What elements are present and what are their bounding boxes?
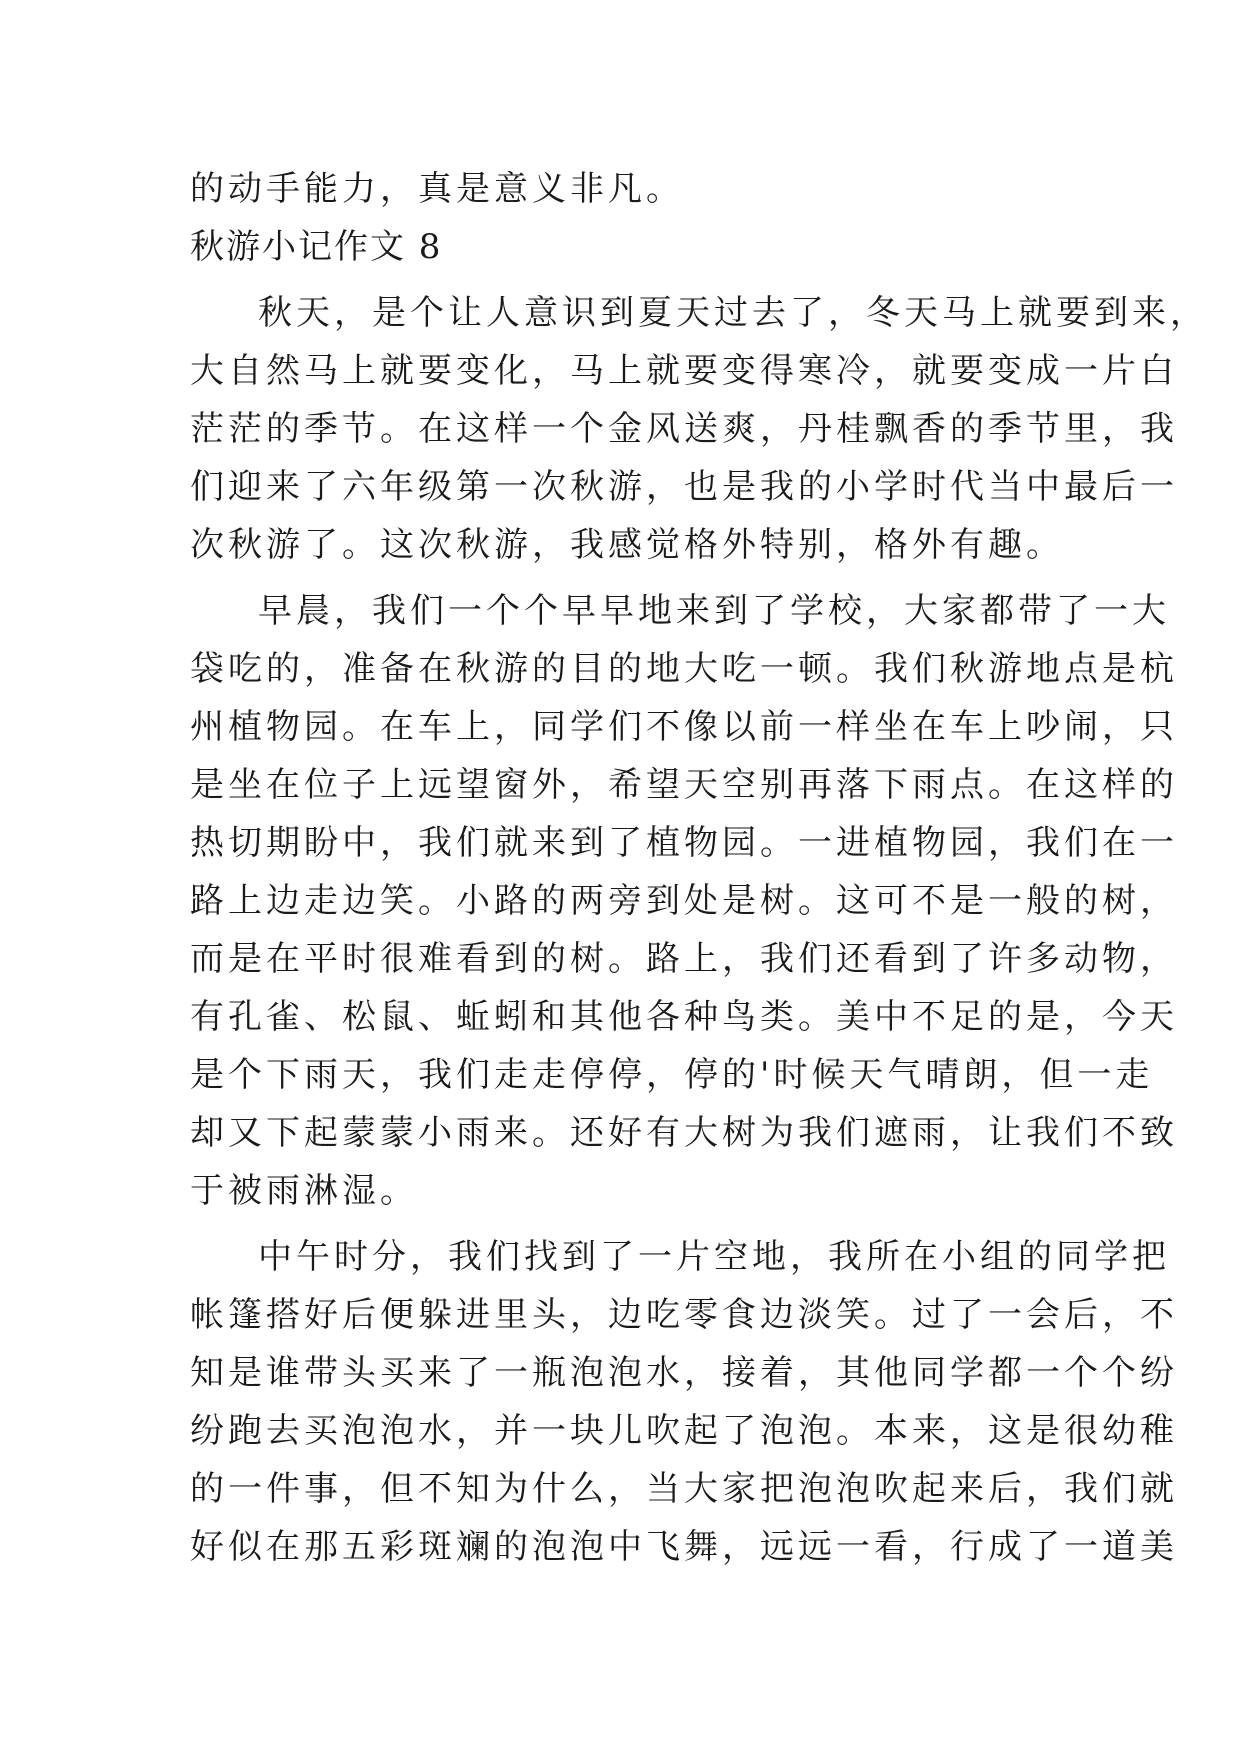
text-line: 却又下起蒙蒙小雨来。还好有大树为我们遮雨，让我们不致 [190,1113,1178,1153]
text-line: 知是谁带头买来了一瓶泡泡水，接着，其他同学都一个个纷 [190,1353,1178,1393]
document-page [190,160,1208,1576]
text-line: 大自然马上就要变化，马上就要变得寒冷，就要变成一片白 [190,351,1178,391]
text-line: 的一件事，但不知为什么，当大家把泡泡吹起来后，我们就 [190,1469,1178,1509]
text-line: 帐篷搭好后便躲进里头，边吃零食边淡笑。过了一会后，不 [190,1295,1178,1335]
text-line: 路上边走边笑。小路的两旁到处是树。这可不是一般的树， [190,881,1178,921]
text-line: 早晨，我们一个个早早地来到了学校，大家都带了一大 [258,591,1170,631]
text-line: 州植物园。在车上，同学们不像以前一样坐在车上吵闹，只 [190,707,1178,747]
text-line: 而是在平时很难看到的树。路上，我们还看到了许多动物， [190,939,1178,979]
text-line: 次秋游了。这次秋游，我感觉格外特别，格外有趣。 [190,525,1064,565]
text-line: 有孔雀、松鼠、蚯蚓和其他各种鸟类。美中不足的是，今天 [190,997,1178,1037]
text-line: 热切期盼中，我们就来到了植物园。一进植物园，我们在一 [190,823,1178,863]
text-line: 是坐在位子上远望窗外，希望天空别再落下雨点。在这样的 [190,765,1178,805]
essay-title: 秋游小记作文 8 [190,227,443,267]
paragraph-3 [190,1228,1178,1576]
text-line: 茫茫的季节。在这样一个金风送爽，丹桂飘香的季节里，我 [190,409,1178,449]
text-line: 的动手能力，真是意义非凡。 [190,169,684,209]
text-line: 于被雨淋湿。 [190,1171,418,1211]
paragraph-1 [190,284,1208,574]
paragraph-2 [190,582,1178,1220]
text-line: 们迎来了六年级第一次秋游，也是我的小学时代当中最后一 [190,467,1178,507]
text-line: 秋天，是个让人意识到夏天过去了，冬天马上就要到来， [258,293,1208,333]
text-line: 中午时分，我们找到了一片空地，我所在小组的同学把 [258,1237,1170,1277]
text-line: 是个下雨天，我们走走停停，停的'时候天气晴朗，但一走 [190,1055,1154,1095]
text-line: 纷跑去买泡泡水，并一块儿吹起了泡泡。本来，这是很幼稚 [190,1411,1178,1451]
text-line: 袋吃的，准备在秋游的目的地大吃一顿。我们秋游地点是杭 [190,649,1178,689]
text-line: 好似在那五彩斑斓的泡泡中飞舞，远远一看，行成了一道美 [190,1527,1178,1567]
